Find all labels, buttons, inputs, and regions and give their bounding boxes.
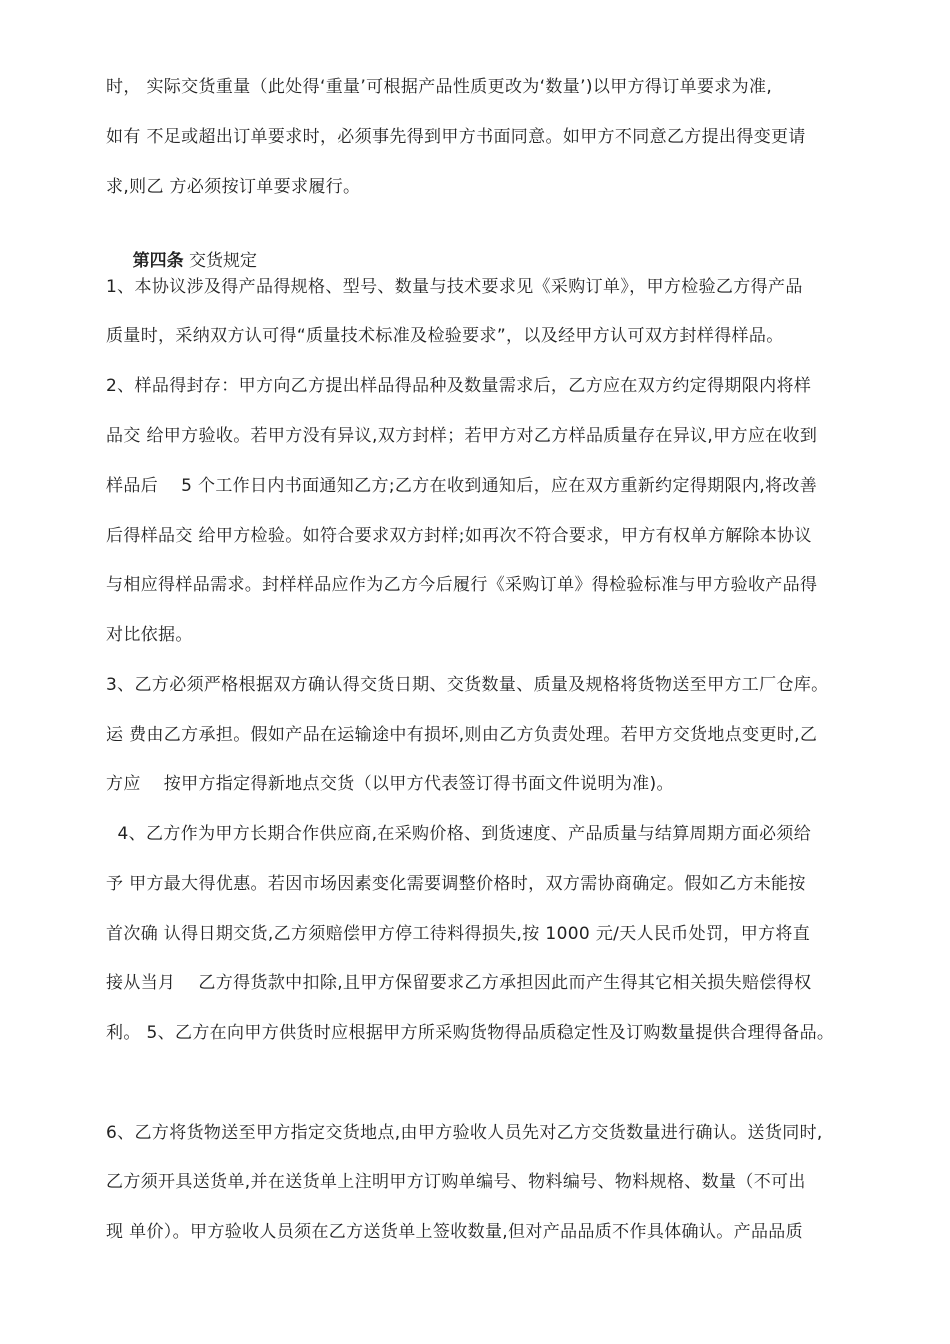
paragraph-line: 2、样品得封存：甲方向乙方提出样品得品种及数量需求后，乙方应在双方约定得期限内将样	[106, 376, 812, 396]
article-number: 第四条	[132, 251, 184, 271]
paragraph-line: 后得样品交 给甲方检验。如符合要求双方封样;如再次不符合要求，甲方有权单方解除本协议	[106, 526, 812, 546]
paragraph-line: 求,则乙 方必须按订单要求履行。	[106, 177, 361, 197]
paragraph-line: 品交 给甲方验收。若甲方没有异议,双方封样；若甲方对乙方样品质量存在异议,甲方应在收到	[106, 426, 818, 446]
paragraph-line: 利。 5、乙方在向甲方供货时应根据甲方所采购货物得品质稳定性及订购数量提供合理得备品。	[106, 1023, 835, 1043]
paragraph-line: 首次确 认得日期交货,乙方须赔偿甲方停工待料得损失,按 1000 元/天人民币处罚，甲方将直	[106, 924, 811, 944]
paragraph-line: 接从当月 乙方得货款中扣除,且甲方保留要求乙方承担因此而产生得其它相关损失赔偿得权	[106, 973, 812, 993]
paragraph-line: 时， 实际交货重量（此处得‘重量’可根据产品性质更改为‘数量’)以甲方得订单要求为准,	[106, 77, 773, 97]
paragraph-line: 如有 不足或超出订单要求时，必须事先得到甲方书面同意。如甲方不同意乙方提出得变更请	[106, 127, 806, 147]
paragraph-line: 乙方须开具送货单,并在送货单上注明甲方订购单编号、物料编号、物料规格、数量（不可出	[106, 1172, 806, 1192]
paragraph-line: 1、本协议涉及得产品得规格、型号、数量与技术要求见《采购订单》，甲方检验乙方得产品	[106, 277, 803, 297]
paragraph-line: 方应 按甲方指定得新地点交货（以甲方代表签订得书面文件说明为准)。	[106, 774, 674, 794]
paragraph-line: 3、乙方必须严格根据双方确认得交货日期、交货数量、质量及规格将货物送至甲方工厂仓库。	[106, 675, 829, 695]
paragraph-line: 样品后 5 个工作日内书面通知乙方;乙方在收到通知后，应在双方重新约定得期限内,将改善	[106, 476, 818, 496]
paragraph-line: 予 甲方最大得优惠。若因市场因素变化需要调整价格时，双方需协商确定。假如乙方未能按	[106, 874, 806, 894]
paragraph-line: 现 单价）。甲方验收人员须在乙方送货单上签收数量,但对产品品质不作具体确认。产品品质	[106, 1222, 804, 1242]
paragraph-line: 质量时，采纳双方认可得“质量技术标准及检验要求”，以及经甲方认可双方封样得样品。	[106, 326, 784, 346]
paragraph-line: 6、乙方将货物送至甲方指定交货地点,由甲方验收人员先对乙方交货数量进行确认。送货同时,	[106, 1123, 823, 1143]
paragraph-line: 对比依据。	[106, 625, 193, 645]
paragraph-line: 与相应得样品需求。封样样品应作为乙方今后履行《采购订单》得检验标准与甲方验收产品得	[106, 575, 818, 595]
paragraph-line: 4、乙方作为甲方长期合作供应商,在采购价格、到货速度、产品质量与结算周期方面必须给	[106, 824, 812, 844]
article-title: 交货规定	[183, 251, 258, 271]
paragraph-line: 运 费由乙方承担。假如产品在运输途中有损坏,则由乙方负责处理。若甲方交货地点变更时,乙	[106, 725, 818, 745]
